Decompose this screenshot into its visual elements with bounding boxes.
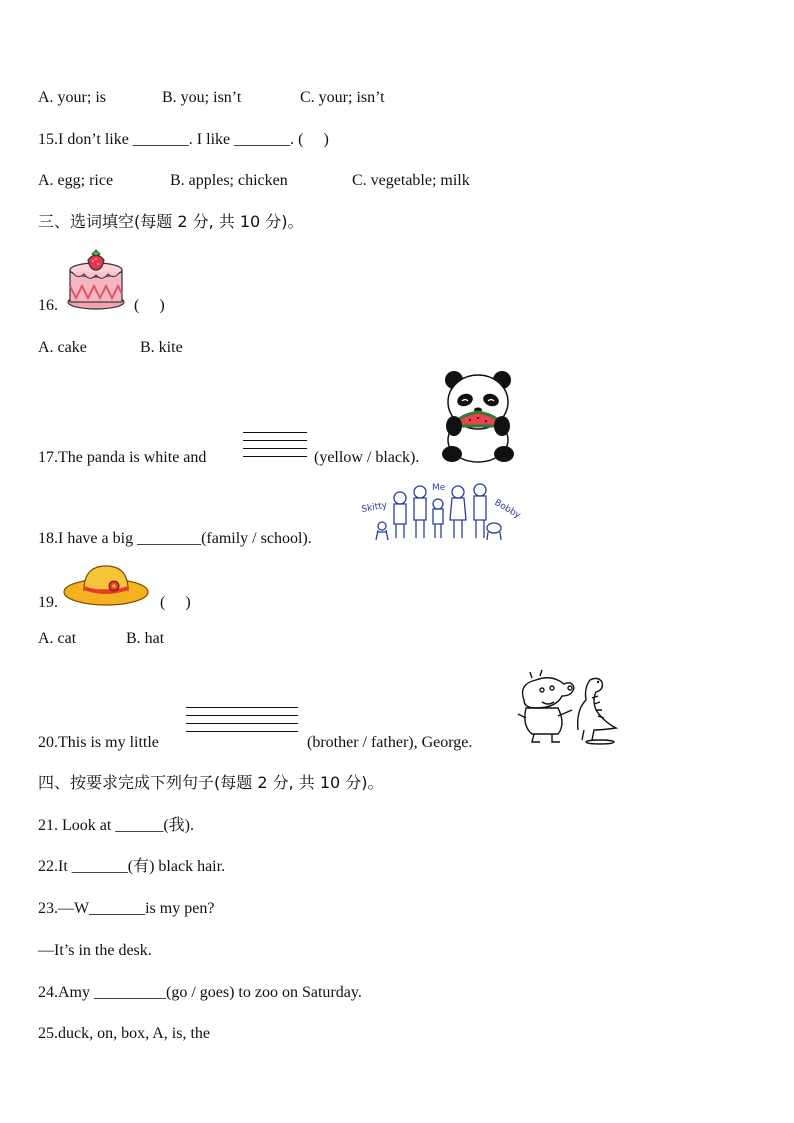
george-pig-with-dinosaur-icon: [512, 670, 620, 746]
q23-answer-line: —It’s in the desk.: [38, 942, 152, 959]
drawing-label-me: Me: [432, 483, 446, 493]
q16-number: 16.: [38, 297, 58, 314]
q16-answer-bracket: ( ): [134, 297, 165, 314]
q25-question: 25.duck, on, box, A, is, the: [38, 1025, 210, 1042]
q20-writing-lines: [186, 707, 298, 739]
q19-number: 19.: [38, 594, 58, 611]
q20-suffix: (brother / father), George.: [307, 734, 473, 751]
family-drawing-icon: [360, 480, 523, 544]
q14-option-b: B. you; isn’t: [162, 89, 242, 106]
q15-question: 15.I don’t like _______. I like _______. ( ): [38, 131, 329, 148]
q23-question: 23.—W_______is my pen?: [38, 900, 215, 917]
q15-option-c: C. vegetable; milk: [352, 172, 470, 189]
drawing-label-skitty: Skitty: [360, 500, 388, 515]
q24-question: 24.Amy _________(go / goes) to zoo on Saturday.: [38, 984, 362, 1001]
q15-option-a: A. egg; rice: [38, 172, 114, 189]
q16-option-a: A. cake: [38, 339, 87, 356]
section-4-heading: 四、按要求完成下列句子(每题 2 分, 共 10 分)。: [38, 773, 384, 792]
section-3-heading: 三、选词填空(每题 2 分, 共 10 分)。: [38, 212, 304, 231]
q22-question: 22.It _______(有) black hair.: [38, 858, 226, 875]
strawberry-cake-icon: [64, 248, 128, 312]
q19-option-b: B. hat: [126, 630, 165, 647]
q19-answer-bracket: ( ): [160, 594, 191, 611]
q21-question: 21. Look at ______(我).: [38, 817, 194, 834]
drawing-label-bobby: Bobby: [492, 497, 523, 521]
q17-suffix: (yellow / black).: [314, 449, 420, 466]
q14-option-c: C. your; isn’t: [300, 89, 385, 106]
q17-prefix: 17.The panda is white and: [38, 449, 207, 466]
q15-option-b: B. apples; chicken: [170, 172, 288, 189]
q19-option-a: A. cat: [38, 630, 77, 647]
q14-option-a: A. your; is: [38, 89, 106, 106]
q18-question: 18.I have a big ________(family / school).: [38, 530, 312, 547]
straw-hat-icon: [62, 558, 150, 608]
panda-eating-watermelon-icon: [442, 370, 514, 464]
q20-prefix: 20.This is my little: [38, 734, 159, 751]
q16-option-b: B. kite: [140, 339, 183, 356]
q17-writing-lines: [243, 432, 307, 464]
